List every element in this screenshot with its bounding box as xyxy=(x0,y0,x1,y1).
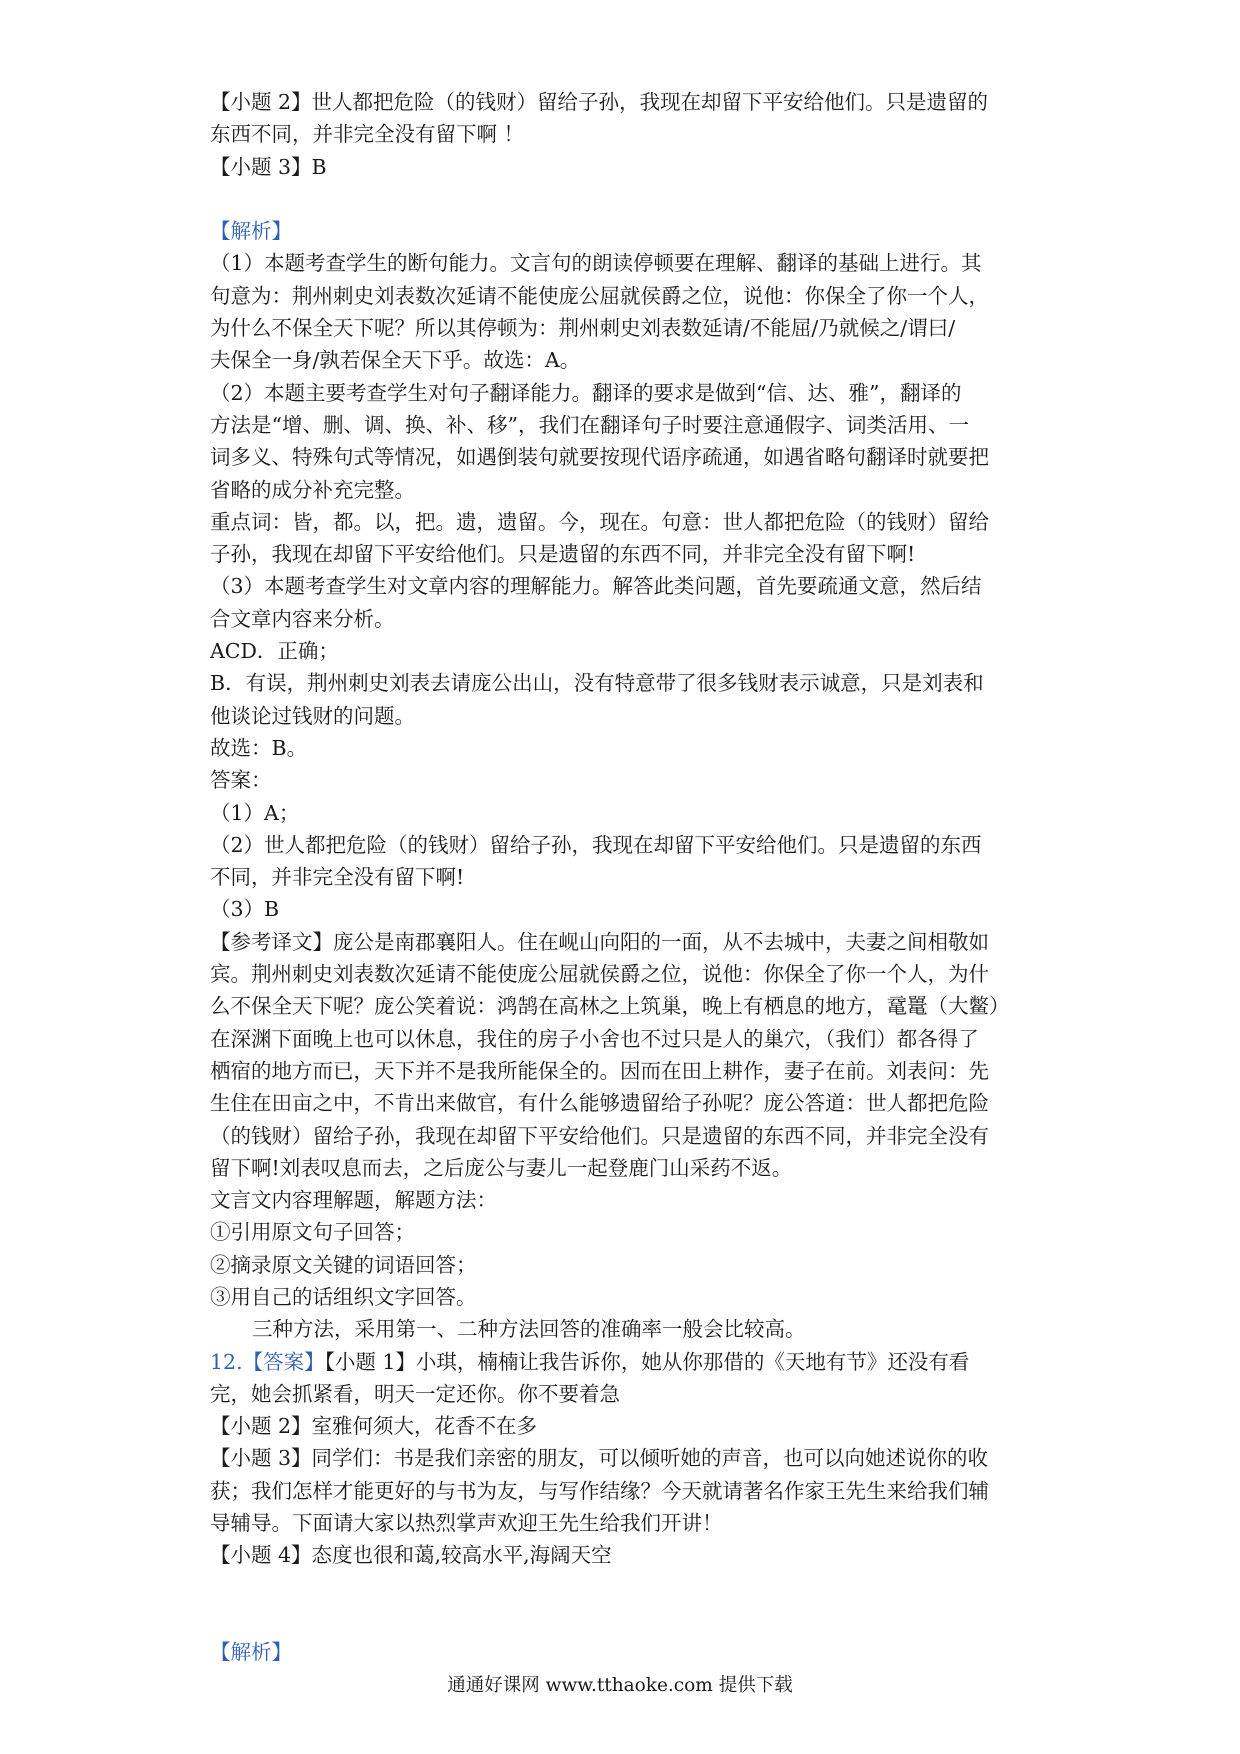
spacer xyxy=(210,1572,1036,1604)
q12-answer-line1 xyxy=(210,1346,1036,1378)
translation-line: （的钱财）留给子孙，我现在却留下平安给他们。只是遗留的东西不同，并非完全没有 xyxy=(210,1123,989,1148)
q12-line: 【小题 2】室雅何须大，花香不在多 xyxy=(210,1414,538,1439)
page-footer: 通通好课网 www.tthaoke.com 提供下载 xyxy=(447,1675,793,1696)
analysis-line: （1）本题考查学生的断句能力。文言句的朗读停顿要在理解、翻译的基础上进行。其 xyxy=(210,251,982,276)
document-body xyxy=(210,86,1036,1669)
analysis-line: （2）世人都把危险（的钱财）留给子孙，我现在却留下平安给他们。只是遗留的东西 xyxy=(210,832,982,857)
spacer xyxy=(210,183,1036,215)
analysis-line: 为什么不保全天下呢？所以其停顿为：荆州刺史刘表数延请/不能屈/乃就候之/谓曰/ xyxy=(210,316,956,341)
method-line: ①引用原文句子回答； xyxy=(210,1220,415,1245)
translation-line: 么不保全天下呢？庞公笑着说：鸿鹄在高林之上筑巢，晚上有栖息的地方，鼋鼍（大鳖） xyxy=(210,994,1010,1019)
method-line: 文言文内容理解题，解题方法： xyxy=(210,1188,497,1213)
answer-q2-line2: 东西不同，并非完全没有留下啊 ！ xyxy=(210,122,525,147)
q12-line: 获；我们怎样才能更好的与书为友，与写作结缘？今天就请著名作家王先生来给我们辅 xyxy=(210,1478,989,1503)
q12-line: 【小题 3】同学们：书是我们亲密的朋友，可以倾听她的声音，也可以向她述说你的收 xyxy=(210,1446,989,1471)
analysis-heading: 【解析】 xyxy=(210,219,292,244)
analysis-line: 方法是“增、删、调、换、补、移”，我们在翻译句子时要注意通假字、词类活用、一 xyxy=(210,412,969,437)
q12-number: 12. xyxy=(210,1349,243,1374)
analysis-line: 子孙，我现在却留下平安给他们。只是遗留的东西不同，并非完全没有留下啊! xyxy=(210,542,916,567)
analysis-line: （3）B xyxy=(210,897,280,922)
method-line: ③用自己的话组织文字回答。 xyxy=(210,1284,477,1309)
analysis-line: （1）A； xyxy=(210,800,300,825)
analysis-line: 答案： xyxy=(210,768,272,793)
q12-line: 【小题 4】态度也很和蔼,较高水平,海阔天空 xyxy=(210,1543,612,1568)
answer-q3: 【小题 3】B xyxy=(210,154,327,179)
q12-line: 完，她会抓紧看，明天一定还你。你不要着急 xyxy=(210,1381,620,1406)
analysis-line: ACD．正确； xyxy=(210,639,339,664)
analysis-line: 合文章内容来分析。 xyxy=(210,606,395,631)
analysis-heading-2: 【解析】 xyxy=(210,1640,292,1665)
answer-q2-line1: 【小题 2】世人都把危险（的钱财）留给子孙，我现在却留下平安给他们。只是遗留的 xyxy=(210,90,989,114)
analysis-line: （3）本题考查学生对文章内容的理解能力。解答此类问题，首先要疏通文意，然后结 xyxy=(210,574,982,599)
q12-sub1: 【小题 1】小琪，楠楠让我告诉你，她从你那借的《天地有节》还没有看 xyxy=(324,1349,970,1374)
translation-line: 【参考译文】庞公是南郡襄阳人。住在岘山向阳的一面，从不去城中，夫妻之间相敬如 xyxy=(210,929,989,954)
translation-line: 在深渊下面晚上也可以休息，我住的房子小舍也不过只是人的巢穴，（我们）都各得了 xyxy=(210,1026,979,1051)
spacer xyxy=(210,1604,1036,1636)
analysis-line: 他谈论过钱财的问题。 xyxy=(210,703,415,728)
method-line: ②摘录原文关键的词语回答； xyxy=(210,1252,477,1277)
analysis-line: （2）本题主要考查学生对句子翻译能力。翻译的要求是做到“信、达、雅”，翻译的 xyxy=(210,380,962,405)
analysis-line: 不同，并非完全没有留下啊! xyxy=(210,865,465,890)
translation-line: 留下啊!刘表叹息而去，之后庞公与妻儿一起登鹿门山采药不返。 xyxy=(210,1155,793,1180)
method-closing: 三种方法，采用第一、二种方法回答的准确率一般会比较高。 xyxy=(252,1317,806,1342)
q12-line: 导辅导。下面请大家以热烈掌声欢迎王先生给我们开讲！ xyxy=(210,1511,723,1536)
analysis-line: 故选：B。 xyxy=(210,735,308,760)
q12-answer-tag: 【答案】 xyxy=(242,1349,325,1374)
analysis-line: 夫保全一身/孰若保全天下乎。故选：A。 xyxy=(210,348,581,373)
analysis-line: 重点词：皆，都。以，把。遗，遗留。今，现在。句意：世人都把危险（的钱财）留给 xyxy=(210,509,989,534)
analysis-line: 句意为：荆州刺史刘表数次延请不能使庞公屈就侯爵之位，说他：你保全了你一个人， xyxy=(210,283,989,308)
analysis-line: 词多义、特殊句式等情况，如遇倒装句就要按现代语序疏通，如遇省略句翻译时就要把 xyxy=(210,445,989,470)
translation-line: 栖宿的地方而已，天下并不是我所能保全的。因而在田上耕作，妻子在前。刘表问：先 xyxy=(210,1058,989,1083)
translation-line: 生住在田亩之中，不肯出来做官，有什么能够遗留给子孙呢？庞公答道：世人都把危险 xyxy=(210,1091,989,1116)
analysis-line: 省略的成分补充完整。 xyxy=(210,477,415,502)
analysis-line: B．有误，荆州刺史刘表去请庞公出山，没有特意带了很多钱财表示诚意，只是刘表和 xyxy=(210,671,984,696)
translation-line: 宾。荆州刺史刘表数次延请不能使庞公屈就侯爵之位，说他：你保全了你一个人，为什 xyxy=(210,962,989,987)
analysis-body xyxy=(210,247,1036,1345)
